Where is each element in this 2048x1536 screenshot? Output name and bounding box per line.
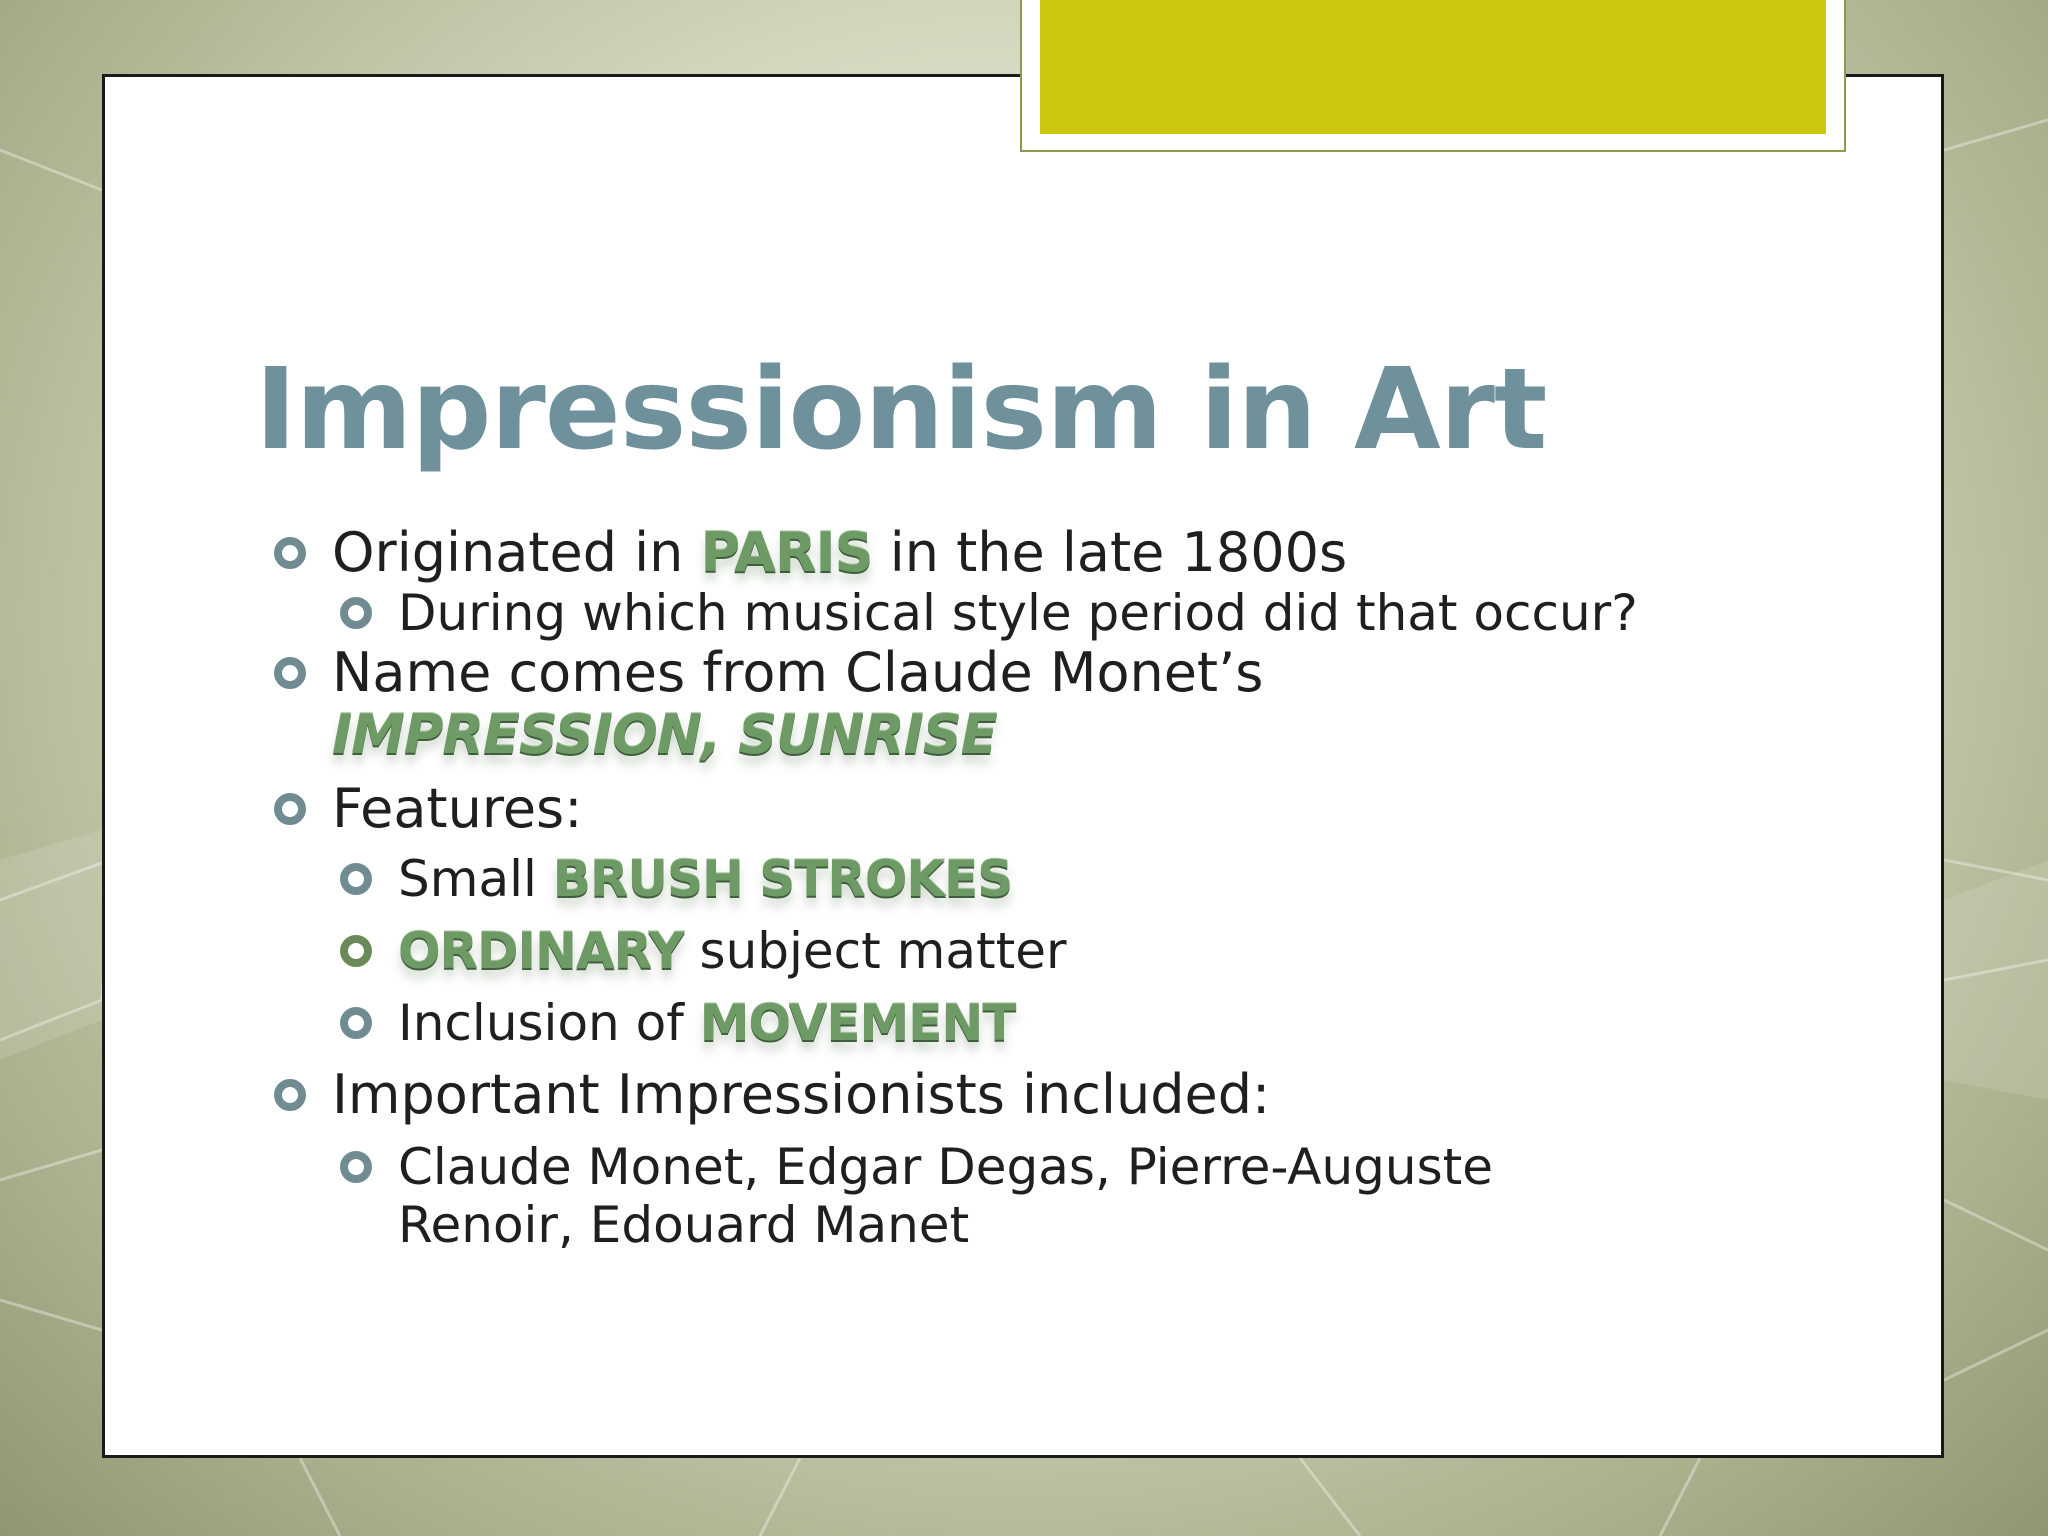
highlight-word: BRUSH STROKES — [552, 850, 1013, 908]
bullet-list — [270, 522, 1770, 1254]
ring-bullet-icon — [340, 1151, 372, 1183]
list-item — [270, 584, 1770, 642]
list-item — [270, 922, 1770, 980]
bullet-text: in the late 1800s — [872, 521, 1348, 584]
highlight-word: PARIS — [700, 521, 873, 584]
bullet-text: Inclusion of — [398, 994, 700, 1052]
bullet-text: Small — [398, 850, 553, 908]
ring-bullet-icon — [340, 597, 372, 629]
bullet-text: Name comes from Claude Monet’s — [332, 641, 1264, 704]
ring-bullet-icon — [340, 935, 372, 967]
list-item — [270, 994, 1770, 1052]
bullet-text: Originated in — [332, 521, 701, 584]
bullet-text: Features: — [332, 777, 583, 840]
ring-bullet-icon — [274, 1079, 306, 1111]
list-item — [270, 522, 1770, 584]
list-item — [270, 1138, 1770, 1254]
list-item — [270, 1064, 1770, 1126]
ring-bullet-icon — [340, 863, 372, 895]
ring-bullet-icon — [274, 657, 306, 689]
bullet-text: Claude Monet, Edgar Degas, Pierre-Auguste — [398, 1138, 1494, 1196]
highlight-word: MOVEMENT — [699, 994, 1016, 1052]
list-item — [270, 778, 1770, 840]
ring-bullet-icon — [274, 793, 306, 825]
list-item — [270, 642, 1770, 766]
bullet-text: Renoir, Edouard Manet — [398, 1196, 970, 1254]
bullet-text: Important Impressionists included: — [332, 1063, 1271, 1126]
list-item — [270, 850, 1770, 908]
ring-bullet-icon — [274, 537, 306, 569]
bullet-text: During which musical style period did that occur? — [398, 584, 1638, 642]
highlight-word: ORDINARY — [398, 922, 684, 980]
highlight-word: IMPRESSION, SUNRISE — [332, 703, 997, 766]
accent-bar — [1040, 0, 1826, 134]
bullet-text: subject matter — [683, 922, 1067, 980]
ring-bullet-icon — [340, 1007, 372, 1039]
slide-title: Impressionism in Art — [255, 345, 1547, 475]
